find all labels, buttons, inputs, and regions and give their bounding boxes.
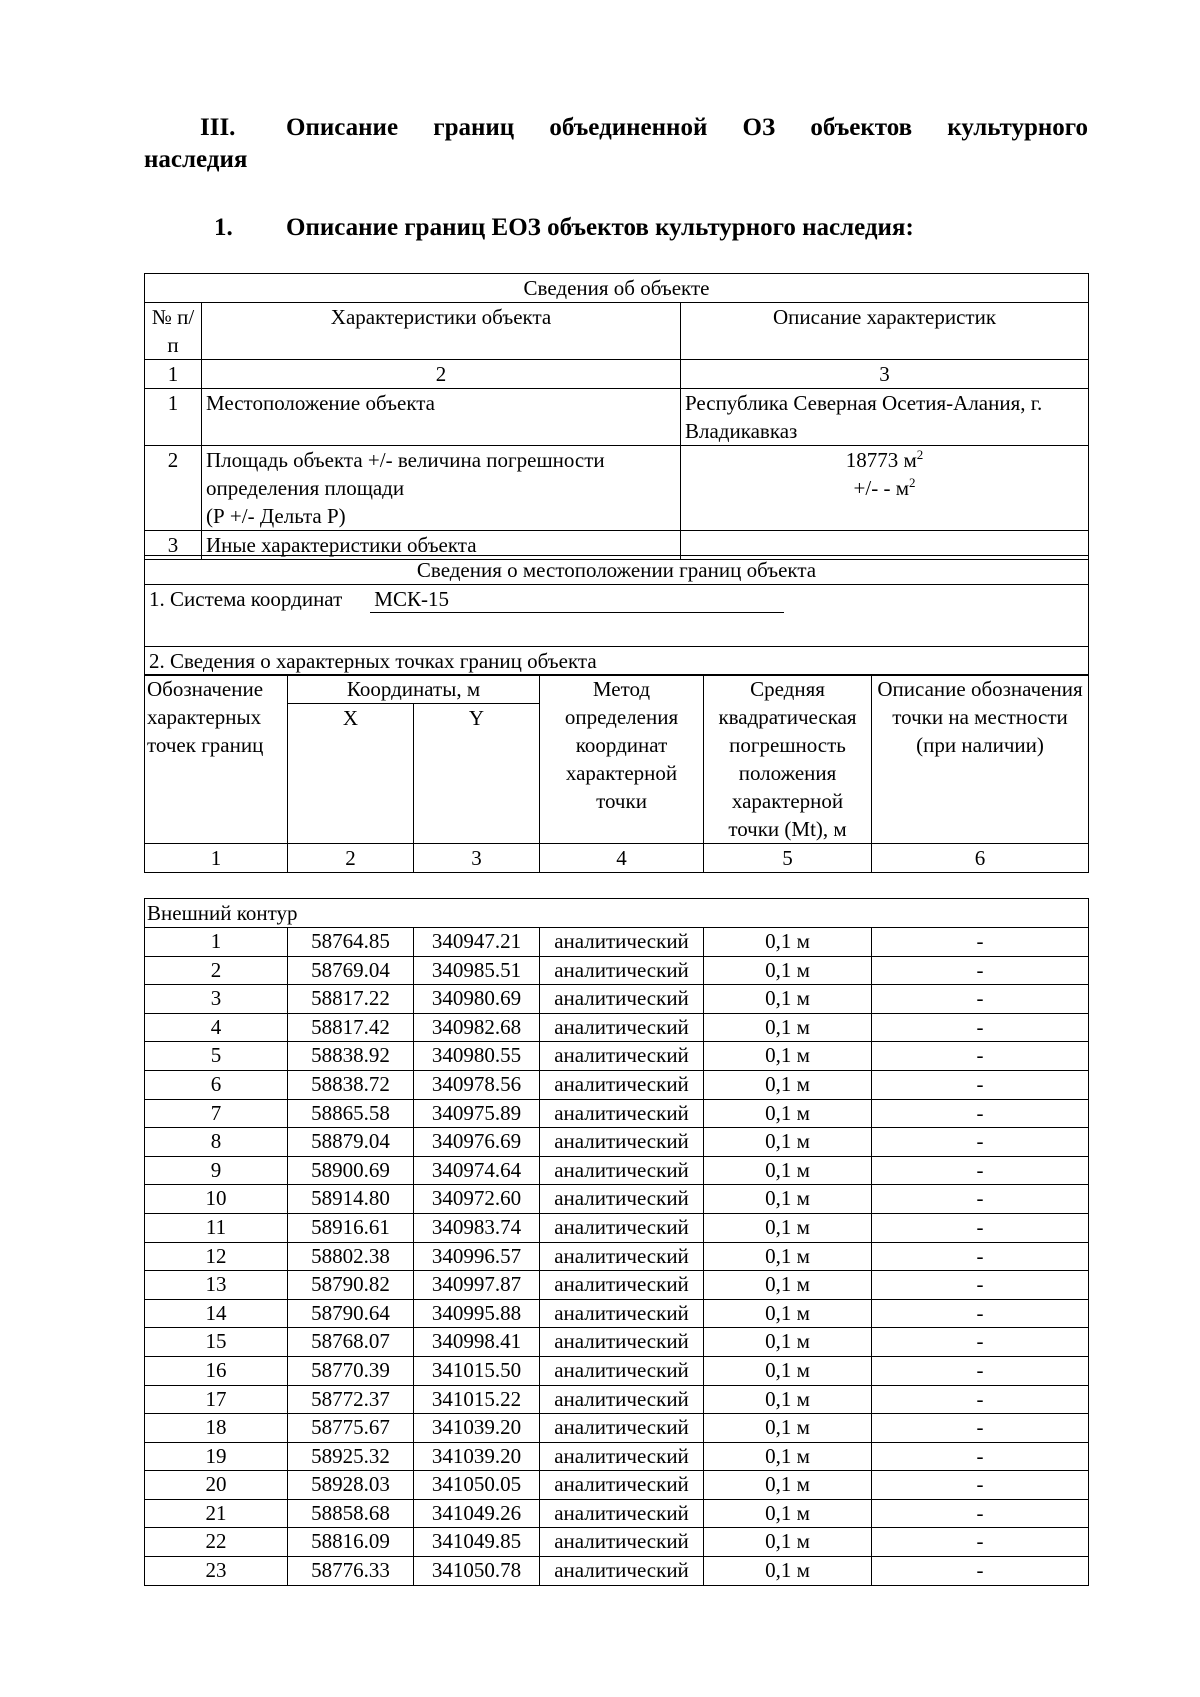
point-y: 340947.21: [414, 928, 540, 957]
point-y: 340976.69: [414, 1128, 540, 1157]
col-index: 6: [872, 844, 1089, 873]
point-number: 19: [145, 1442, 288, 1471]
point-description: -: [872, 1356, 1089, 1385]
point-y: 340972.60: [414, 1185, 540, 1214]
point-number: 22: [145, 1528, 288, 1557]
area-label-line: (Р +/- Дельта Р): [206, 504, 346, 528]
contour-label: Внешний контур: [145, 899, 1089, 928]
point-description: -: [872, 1557, 1089, 1586]
point-row: [145, 1299, 1089, 1328]
row-number: 2: [145, 446, 202, 531]
points-section-label: 2. Сведения о характерных точках границ объекта: [145, 647, 1089, 676]
point-y: 341015.50: [414, 1356, 540, 1385]
location-table: [144, 555, 1089, 676]
point-method: аналитический: [540, 1385, 704, 1414]
section-title-word: объединенной: [549, 114, 708, 141]
point-method: аналитический: [540, 1213, 704, 1242]
points-header-table: [144, 674, 1089, 873]
point-row: [145, 1528, 1089, 1557]
section-title-word: культурного: [947, 114, 1088, 141]
point-x: 58772.37: [288, 1385, 414, 1414]
subsection-title: Описание границ ЕОЗ объектов культурного наследия:: [286, 214, 914, 241]
point-y: 340974.64: [414, 1156, 540, 1185]
point-number: 11: [145, 1213, 288, 1242]
coordinates-header: Координаты, м: [288, 675, 540, 704]
point-error: 0,1 м: [704, 1471, 872, 1500]
point-description-header: Описание обозначения точки на местности (при наличии): [872, 675, 1089, 844]
point-error: 0,1 м: [704, 985, 872, 1014]
point-method: аналитический: [540, 1557, 704, 1586]
point-number: 14: [145, 1299, 288, 1328]
point-error: 0,1 м: [704, 1442, 872, 1471]
point-y: 341050.78: [414, 1557, 540, 1586]
point-row: [145, 1070, 1089, 1099]
col-index: 2: [202, 360, 681, 389]
point-x: 58817.22: [288, 985, 414, 1014]
point-error: 0,1 м: [704, 1356, 872, 1385]
point-y: 340985.51: [414, 956, 540, 985]
subsection-number: 1.: [214, 214, 233, 241]
area-value: [681, 446, 1089, 531]
point-row: [145, 1042, 1089, 1071]
point-error: 0,1 м: [704, 1271, 872, 1300]
point-number: 23: [145, 1557, 288, 1586]
location-title: Сведения о местоположении границ объекта: [145, 556, 1089, 585]
point-x: 58764.85: [288, 928, 414, 957]
point-number: 17: [145, 1385, 288, 1414]
point-y: 341049.26: [414, 1499, 540, 1528]
point-error: 0,1 м: [704, 1156, 872, 1185]
section-title-line2: наследия: [144, 146, 248, 173]
col-index: 5: [704, 844, 872, 873]
point-method: аналитический: [540, 1070, 704, 1099]
point-y: 340975.89: [414, 1099, 540, 1128]
point-number: 9: [145, 1156, 288, 1185]
section-heading: [144, 112, 1088, 176]
point-row: [145, 1499, 1089, 1528]
row-number: 3: [145, 531, 202, 560]
point-x: 58802.38: [288, 1242, 414, 1271]
col-index: 3: [681, 360, 1089, 389]
point-error: 0,1 м: [704, 1185, 872, 1214]
point-method: аналитический: [540, 1242, 704, 1271]
point-description: -: [872, 1528, 1089, 1557]
point-description: -: [872, 1299, 1089, 1328]
point-y: 340996.57: [414, 1242, 540, 1271]
point-error: 0,1 м: [704, 1042, 872, 1071]
point-row: [145, 1013, 1089, 1042]
point-y: 341049.85: [414, 1528, 540, 1557]
point-number: 16: [145, 1356, 288, 1385]
point-description: -: [872, 1099, 1089, 1128]
y-header: Y: [414, 704, 540, 844]
section-title-words: [258, 112, 1088, 144]
point-row: [145, 956, 1089, 985]
subsection-heading: [214, 212, 914, 244]
row-number: 1: [145, 389, 202, 446]
point-row: [145, 1557, 1089, 1586]
point-error: 0,1 м: [704, 928, 872, 957]
point-description: -: [872, 1013, 1089, 1042]
section-title-word: границ: [433, 114, 515, 141]
point-y: 340995.88: [414, 1299, 540, 1328]
area-tolerance: +/- - $м^2$: [853, 475, 916, 500]
point-x: 58838.92: [288, 1042, 414, 1071]
point-number: 7: [145, 1099, 288, 1128]
point-number: 2: [145, 956, 288, 985]
point-method: аналитический: [540, 1185, 704, 1214]
point-method: аналитический: [540, 1414, 704, 1443]
point-description: -: [872, 1442, 1089, 1471]
col-index: 2: [288, 844, 414, 873]
point-x: 58838.72: [288, 1070, 414, 1099]
method-header: Метод определения координат характерной точки: [540, 675, 704, 844]
point-method: аналитический: [540, 1471, 704, 1500]
point-method: аналитический: [540, 1271, 704, 1300]
point-error: 0,1 м: [704, 1557, 872, 1586]
point-x: 58900.69: [288, 1156, 414, 1185]
point-description: -: [872, 1042, 1089, 1071]
point-x: 58816.09: [288, 1528, 414, 1557]
point-row: [145, 1185, 1089, 1214]
point-y: 341050.05: [414, 1471, 540, 1500]
point-number: 1: [145, 928, 288, 957]
point-description: -: [872, 928, 1089, 957]
point-row: [145, 985, 1089, 1014]
point-y: 340982.68: [414, 1013, 540, 1042]
coordinate-system-row: [145, 585, 1089, 647]
point-error: 0,1 м: [704, 956, 872, 985]
point-y: 340983.74: [414, 1213, 540, 1242]
point-x: 58865.58: [288, 1099, 414, 1128]
point-error: 0,1 м: [704, 1013, 872, 1042]
point-y: 341039.20: [414, 1442, 540, 1471]
point-x: 58858.68: [288, 1499, 414, 1528]
coordinate-system-value: МСК-15: [370, 586, 784, 613]
point-description: -: [872, 1070, 1089, 1099]
point-x: 58770.39: [288, 1356, 414, 1385]
characteristic-location: Местоположение объекта: [202, 389, 681, 446]
point-y: 340998.41: [414, 1328, 540, 1357]
section-title-word: Описание: [286, 114, 399, 141]
point-number: 6: [145, 1070, 288, 1099]
point-method: аналитический: [540, 1528, 704, 1557]
point-error: 0,1 м: [704, 1499, 872, 1528]
points-table: [144, 898, 1089, 1586]
point-description: -: [872, 1185, 1089, 1214]
point-number: 18: [145, 1414, 288, 1443]
point-error: 0,1 м: [704, 1528, 872, 1557]
point-row: [145, 1128, 1089, 1157]
point-y: 340978.56: [414, 1070, 540, 1099]
point-error: 0,1 м: [704, 1099, 872, 1128]
point-row: [145, 1242, 1089, 1271]
point-method: аналитический: [540, 1299, 704, 1328]
point-description: -: [872, 1414, 1089, 1443]
point-description: -: [872, 985, 1089, 1014]
point-description: -: [872, 1213, 1089, 1242]
point-number: 13: [145, 1271, 288, 1300]
point-error: 0,1 м: [704, 1213, 872, 1242]
area-amount: 18773 $м^2$: [845, 447, 924, 472]
point-x: 58790.64: [288, 1299, 414, 1328]
point-row: [145, 1442, 1089, 1471]
point-method: аналитический: [540, 956, 704, 985]
coordinate-system-label: 1. Система координат: [149, 587, 343, 611]
point-x: 58776.33: [288, 1557, 414, 1586]
point-method: аналитический: [540, 1099, 704, 1128]
point-description: -: [872, 1471, 1089, 1500]
point-description: -: [872, 1156, 1089, 1185]
point-x: 58925.32: [288, 1442, 414, 1471]
point-error: 0,1 м: [704, 1385, 872, 1414]
point-method: аналитический: [540, 1128, 704, 1157]
point-number: 3: [145, 985, 288, 1014]
point-error: 0,1 м: [704, 1414, 872, 1443]
point-x: 58879.04: [288, 1128, 414, 1157]
point-method: аналитический: [540, 1042, 704, 1071]
area-label-line: Площадь объекта +/- величина погрешности: [206, 448, 605, 472]
col-index: 3: [414, 844, 540, 873]
point-error: 0,1 м: [704, 1242, 872, 1271]
error-header: Средняя квадратическая погрешность положения характерной точки (Mt), м: [704, 675, 872, 844]
point-x: 58928.03: [288, 1471, 414, 1500]
point-x: 58817.42: [288, 1013, 414, 1042]
point-row: [145, 1328, 1089, 1357]
point-number: 20: [145, 1471, 288, 1500]
point-row: [145, 1156, 1089, 1185]
point-x: 58769.04: [288, 956, 414, 985]
point-y: 340980.69: [414, 985, 540, 1014]
point-method: аналитический: [540, 1013, 704, 1042]
point-x: 58914.80: [288, 1185, 414, 1214]
point-description: -: [872, 1385, 1089, 1414]
point-method: аналитический: [540, 1328, 704, 1357]
point-error: 0,1 м: [704, 1128, 872, 1157]
point-description: -: [872, 1499, 1089, 1528]
col-index: 1: [145, 360, 202, 389]
point-method: аналитический: [540, 1499, 704, 1528]
point-number: 21: [145, 1499, 288, 1528]
point-row: [145, 1213, 1089, 1242]
point-row: [145, 928, 1089, 957]
col-num-header: № п/п: [145, 303, 202, 360]
section-number: III.: [200, 114, 236, 141]
point-error: 0,1 м: [704, 1299, 872, 1328]
point-y: 341015.22: [414, 1385, 540, 1414]
point-y: 341039.20: [414, 1414, 540, 1443]
location-value: Республика Северная Осетия-Алания, г. Владикавказ: [681, 389, 1089, 446]
point-method: аналитический: [540, 1442, 704, 1471]
x-header: X: [288, 704, 414, 844]
point-row: [145, 1356, 1089, 1385]
col-index: 1: [145, 844, 288, 873]
point-x: 58768.07: [288, 1328, 414, 1357]
point-description: -: [872, 1328, 1089, 1357]
point-number: 15: [145, 1328, 288, 1357]
point-error: 0,1 м: [704, 1070, 872, 1099]
point-row: [145, 1385, 1089, 1414]
point-method: аналитический: [540, 1156, 704, 1185]
area-label-line: определения площади: [206, 476, 405, 500]
point-number: 10: [145, 1185, 288, 1214]
point-x: 58916.61: [288, 1213, 414, 1242]
point-row: [145, 1099, 1089, 1128]
characteristic-other: Иные характеристики объекта: [202, 531, 681, 560]
point-x: 58790.82: [288, 1271, 414, 1300]
col-index: 4: [540, 844, 704, 873]
point-row: [145, 1271, 1089, 1300]
point-method: аналитический: [540, 985, 704, 1014]
point-x: 58775.67: [288, 1414, 414, 1443]
point-description: -: [872, 1242, 1089, 1271]
point-method: аналитический: [540, 1356, 704, 1385]
col-char-header: Характеристики объекта: [202, 303, 681, 360]
designation-header: Обозначение характерных точек границ: [145, 675, 288, 844]
point-number: 5: [145, 1042, 288, 1071]
point-row: [145, 1414, 1089, 1443]
point-row: [145, 1471, 1089, 1500]
object-info-table: [144, 273, 1089, 560]
col-desc-header: Описание характеристик: [681, 303, 1089, 360]
section-title-word: объектов: [810, 114, 913, 141]
point-y: 340997.87: [414, 1271, 540, 1300]
section-title-word: ОЗ: [742, 114, 776, 141]
point-method: аналитический: [540, 928, 704, 957]
point-number: 4: [145, 1013, 288, 1042]
point-description: -: [872, 956, 1089, 985]
point-error: 0,1 м: [704, 1328, 872, 1357]
point-description: -: [872, 1128, 1089, 1157]
point-number: 8: [145, 1128, 288, 1157]
point-description: -: [872, 1271, 1089, 1300]
characteristic-area: [202, 446, 681, 531]
object-info-title: Сведения об объекте: [145, 274, 1089, 303]
point-number: 12: [145, 1242, 288, 1271]
point-y: 340980.55: [414, 1042, 540, 1071]
